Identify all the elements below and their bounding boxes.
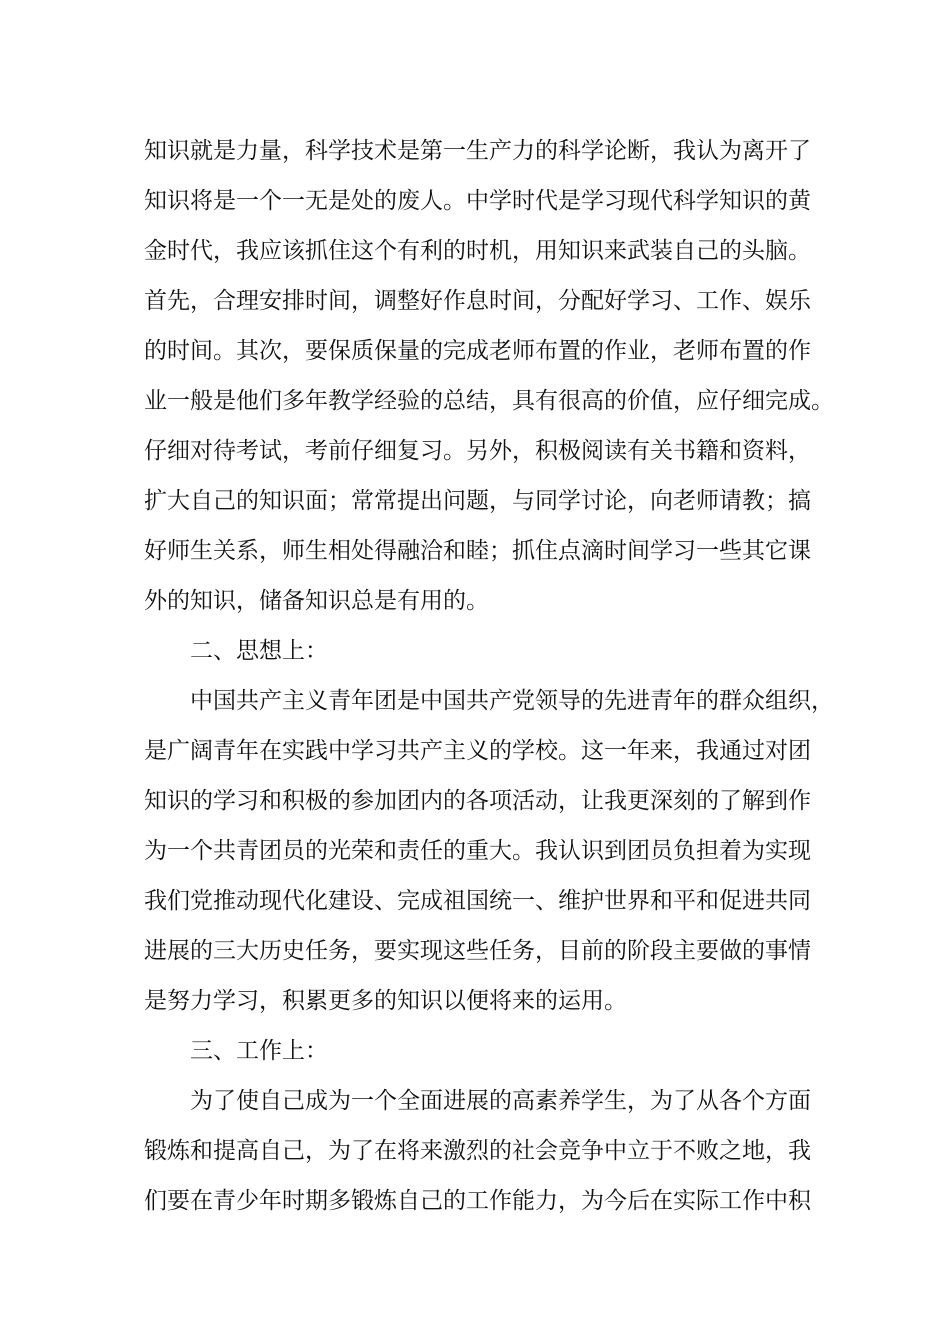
text-line: 是广阔青年在实践中学习共产主义的学校。这一年来，我通过对团: [144, 738, 811, 764]
text-line: 扩大自己的知识面；常常提出问题，与同学讨论，向老师请教；搞: [144, 488, 811, 514]
text-line: 好师生关系，师生相处得融洽和睦；抓住点滴时间学习一些其它课: [144, 538, 811, 564]
text-line: 的时间。其次，要保质保量的完成老师布置的作业，老师布置的作: [144, 338, 811, 364]
body-text: [144, 126, 834, 1226]
text-line: 知识的学习和积极的参加团内的各项活动，让我更深刻的了解到作: [144, 788, 811, 814]
text-line: 中国共产主义青年团是中国共产党领导的先进青年的群众组织，: [190, 688, 834, 714]
text-line: 进展的三大历史任务，要实现这些任务，目前的阶段主要做的事情: [144, 938, 811, 964]
text-line: 知识就是力量，科学技术是第一生产力的科学论断，我认为离开了: [144, 138, 811, 164]
text-line: 首先，合理安排时间，调整好作息时间，分配好学习、工作、娱乐: [144, 288, 811, 314]
section-heading-thought: 二、思想上：: [190, 638, 328, 664]
text-line: 外的知识，储备知识总是有用的。: [144, 588, 489, 614]
text-line: 锻炼和提高自己，为了在将来激烈的社会竞争中立于不败之地，我: [144, 1138, 811, 1164]
text-line: 们要在青少年时期多锻炼自己的工作能力，为今后在实际工作中积: [144, 1188, 811, 1214]
text-line: 仔细对待考试，考前仔细复习。另外，积极阅读有关书籍和资料，: [144, 438, 811, 464]
text-line: 金时代，我应该抓住这个有利的时机，用知识来武装自己的头脑。: [144, 238, 811, 264]
section-heading-work: 三、工作上：: [190, 1038, 328, 1064]
text-line: 知识将是一个一无是处的废人。中学时代是学习现代科学知识的黄: [144, 188, 811, 214]
text-line: 业一般是他们多年教学经验的总结，具有很高的价值，应仔细完成。: [144, 388, 834, 414]
text-line: 是努力学习，积累更多的知识以便将来的运用。: [144, 988, 627, 1014]
text-line: 为了使自己成为一个全面进展的高素养学生，为了从各个方面: [190, 1088, 811, 1114]
text-line: 为一个共青团员的光荣和责任的重大。我认识到团员负担着为实现: [144, 838, 811, 864]
text-line: 我们党推动现代化建设、完成祖国统一、维护世界和平和促进共同: [144, 888, 811, 914]
